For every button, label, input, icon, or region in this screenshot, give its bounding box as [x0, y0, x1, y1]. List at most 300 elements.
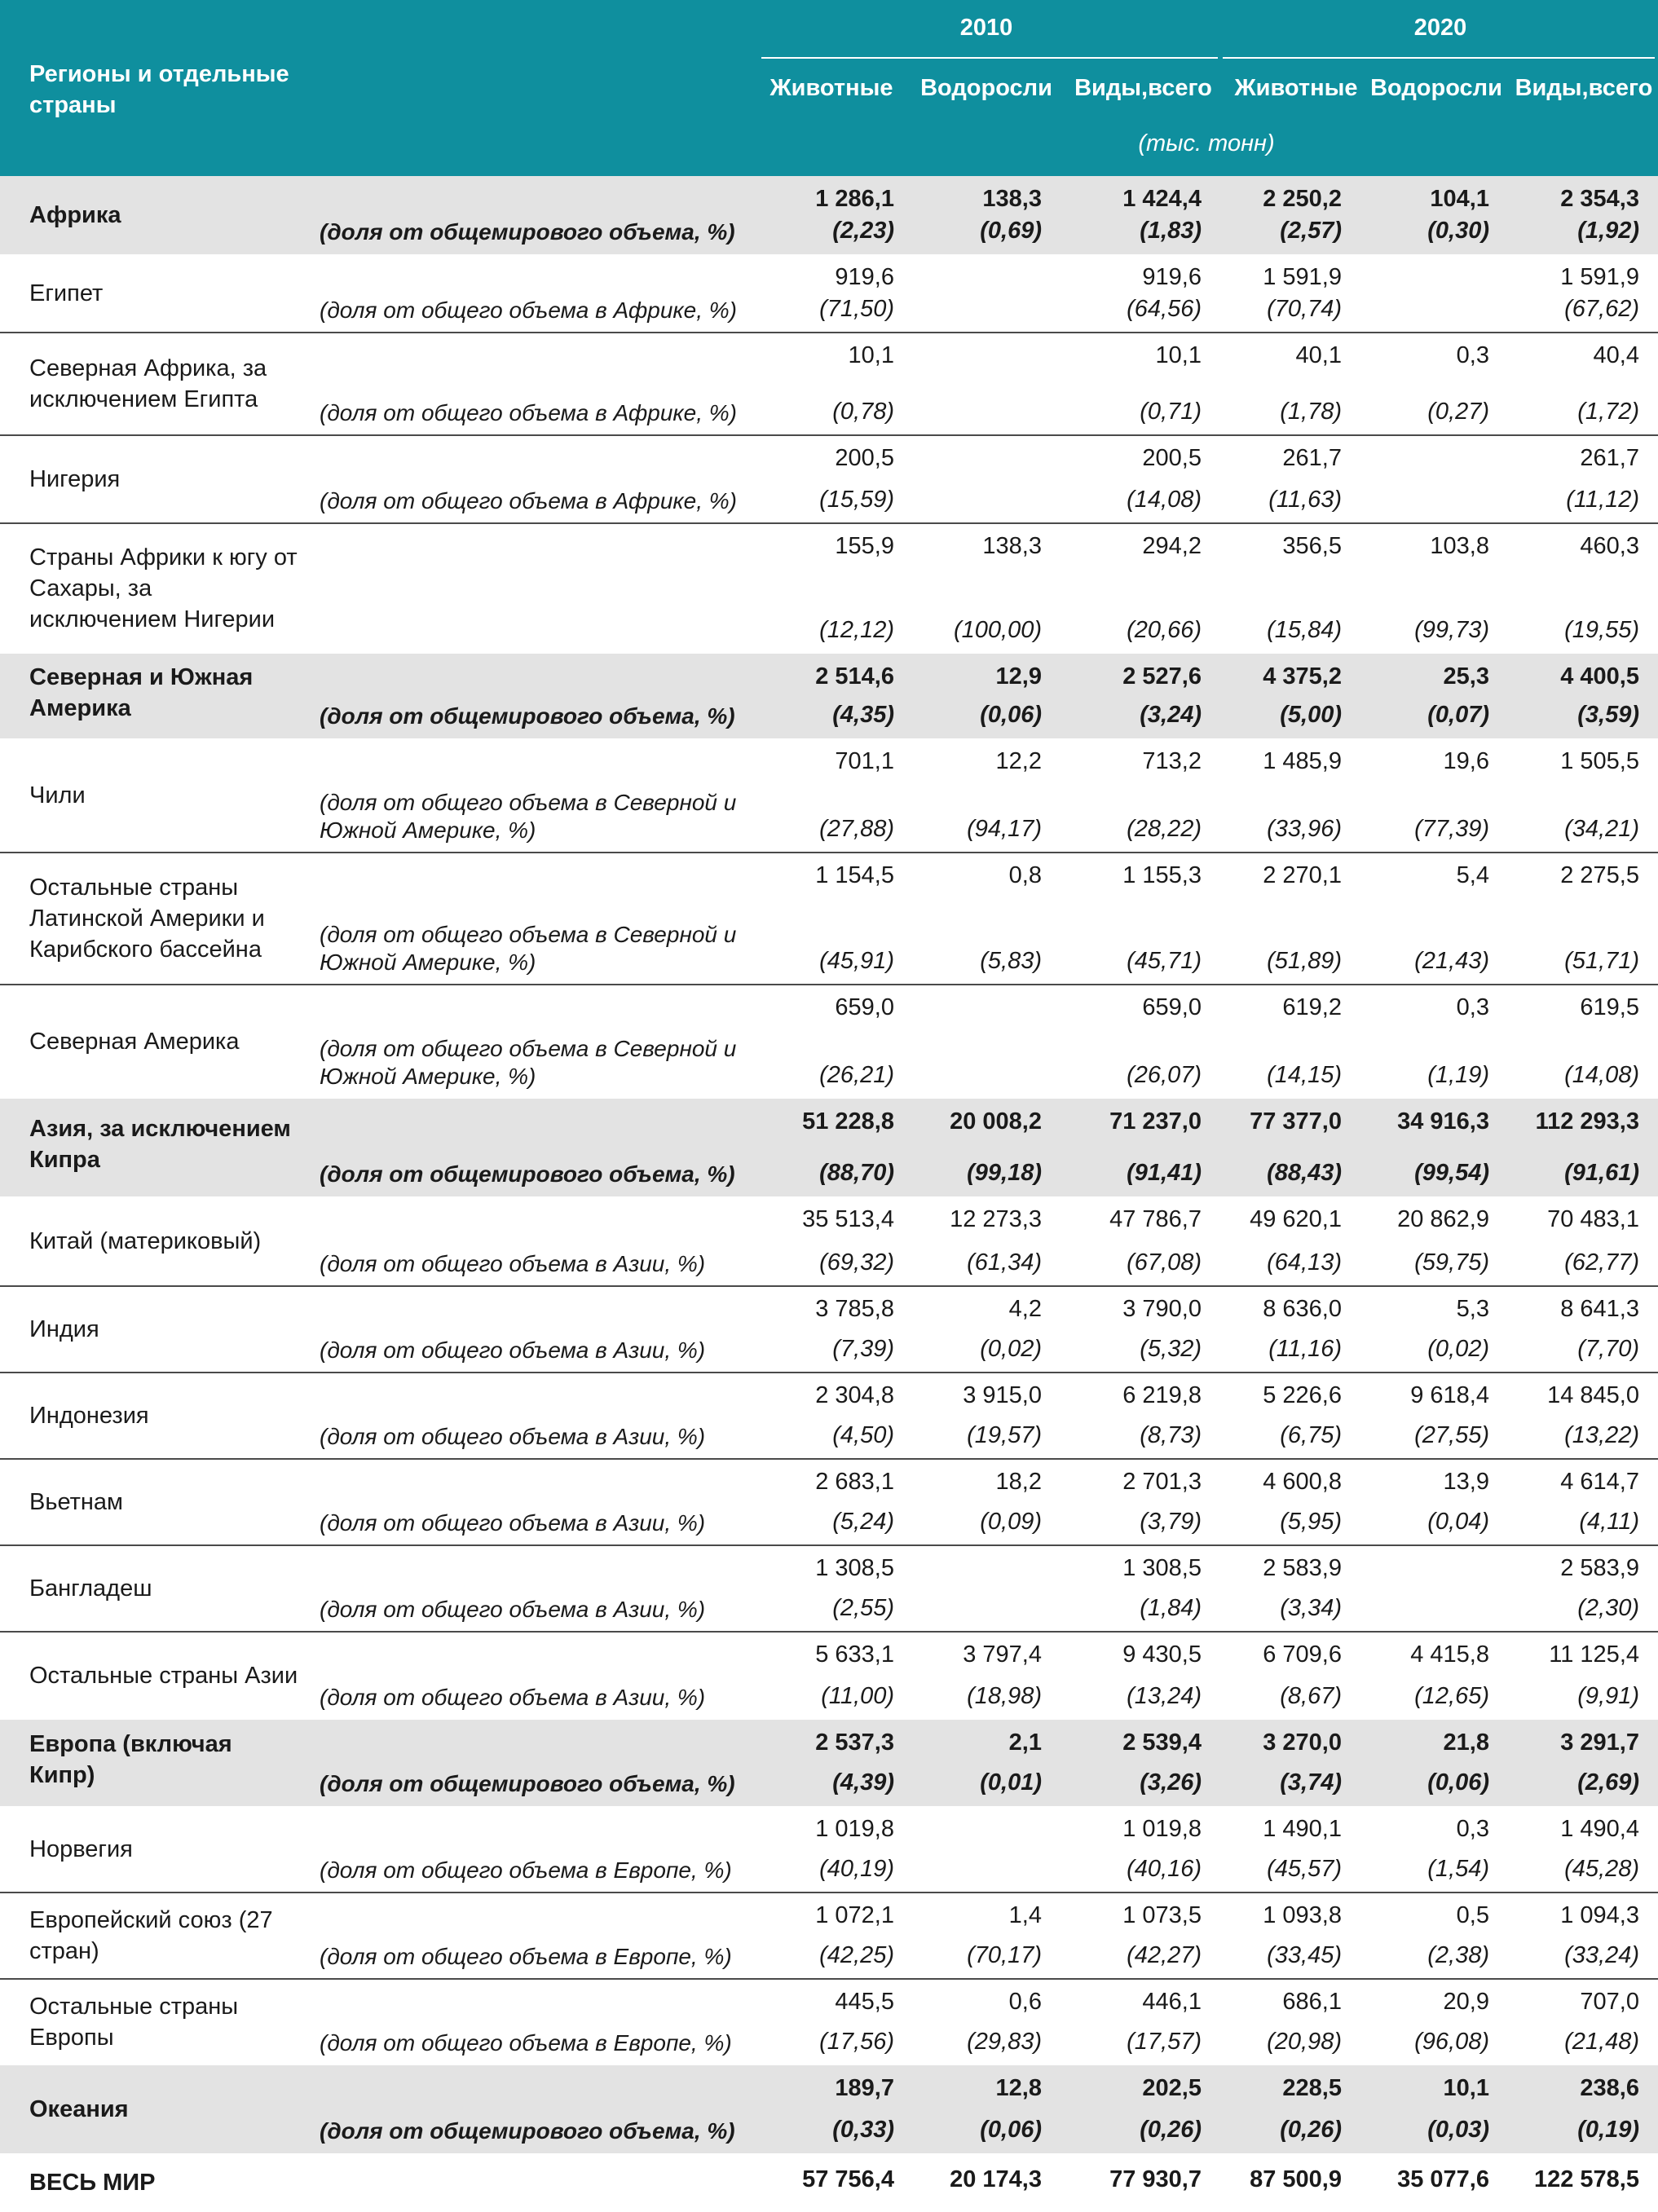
country-row: [0, 1806, 1658, 1893]
row-label: Азия, за исключением Кипра: [29, 1116, 291, 1173]
col-algae-2020: Водоросли: [1370, 75, 1502, 101]
share-total-2010: (8,73): [1140, 1422, 1202, 1448]
value-animals-2020: 8 636,0: [1263, 1296, 1342, 1322]
share-note: (доля от общего объема в Северной и Южной Америке, %): [320, 922, 737, 975]
value-algae-2010: 0,8: [1008, 862, 1042, 888]
share-algae-2010: (94,17): [967, 816, 1042, 842]
share-total-2020: (3,59): [1577, 702, 1639, 728]
row-label: Индия: [29, 1316, 99, 1342]
row-label: Остальные страны Латинской Америки и Карибского бассейна: [29, 875, 265, 963]
share-animals-2010: (45,91): [819, 948, 894, 974]
value-algae-2010: 3 797,4: [963, 1641, 1042, 1668]
share-note: (доля от общего объема в Африке, %): [320, 297, 737, 323]
row-label: Чили: [29, 782, 86, 809]
value-algae-2020: 0,5: [1456, 1902, 1489, 1928]
value-animals-2020: 1 490,1: [1263, 1816, 1342, 1842]
region-column-header: Регионы и отдельные страны: [29, 61, 289, 118]
share-note: (доля от общемирового объема, %): [320, 2118, 735, 2144]
share-animals-2020: (51,89): [1267, 948, 1342, 974]
year-2010-rule: [761, 57, 1218, 59]
share-total-2010: (91,41): [1127, 1160, 1202, 1186]
col-animals-2020: Животные: [1234, 75, 1358, 101]
share-algae-2020: (0,03): [1427, 2117, 1489, 2143]
share-algae-2010: (19,57): [967, 1422, 1042, 1448]
value-algae-2020: 20 862,9: [1397, 1206, 1489, 1232]
value-total-2010: 200,5: [1142, 445, 1202, 471]
value-total-2020: 4 614,7: [1560, 1469, 1639, 1495]
value-total-2010: 2 701,3: [1122, 1469, 1202, 1495]
value-animals-2010: 10,1: [848, 342, 894, 368]
share-total-2010: (1,83): [1140, 218, 1202, 244]
share-animals-2020: (45,57): [1267, 1856, 1342, 1882]
share-note: (доля от общего объема в Африке, %): [320, 488, 737, 513]
year-2020-rule: [1223, 57, 1655, 59]
share-animals-2010: (40,19): [819, 1856, 894, 1882]
value-algae-2020: 104,1: [1430, 186, 1489, 212]
value-algae-2010: 138,3: [982, 533, 1042, 559]
share-total-2010: (42,27): [1127, 1942, 1202, 1968]
value-algae-2020: 4 415,8: [1410, 1641, 1489, 1668]
value-algae-2020: 0,3: [1456, 342, 1489, 368]
value-algae-2010: 12,8: [995, 2075, 1042, 2101]
share-note: (доля от общемирового объема, %): [320, 703, 735, 729]
share-animals-2010: (4,39): [832, 1769, 894, 1796]
share-animals-2010: (15,59): [819, 487, 894, 513]
share-algae-2010: (5,83): [980, 948, 1042, 974]
value-total-2020: 2 275,5: [1560, 862, 1639, 888]
value-algae-2020: 34 916,3: [1397, 1108, 1489, 1135]
value-animals-2020: 1 591,9: [1263, 264, 1342, 290]
value-algae-2020: 5,3: [1456, 1296, 1489, 1322]
value-animals-2010: 445,5: [835, 1989, 894, 2015]
value-animals-2020: 1 485,9: [1263, 748, 1342, 774]
share-animals-2020: (1,78): [1280, 399, 1342, 425]
share-note: (доля от общего объема в Северной и Южной Америке, %): [320, 1036, 737, 1089]
share-animals-2020: (6,75): [1280, 1422, 1342, 1448]
share-animals-2010: (11,00): [821, 1683, 894, 1709]
value-total-2010: 47 786,7: [1109, 1206, 1202, 1232]
value-animals-2010: 2 304,8: [815, 1382, 894, 1408]
value-algae-2020: 10,1: [1443, 2075, 1489, 2101]
share-animals-2020: (88,43): [1267, 1160, 1342, 1186]
value-total-2020: 460,3: [1580, 533, 1639, 559]
share-total-2020: (1,92): [1577, 218, 1639, 244]
value-total-2010: 3 790,0: [1122, 1296, 1202, 1322]
row-label: Китай (материковый): [29, 1228, 262, 1254]
share-animals-2010: (17,56): [819, 2029, 894, 2055]
share-algae-2020: (99,54): [1414, 1160, 1489, 1186]
value-total-2020: 122 578,5: [1533, 2166, 1639, 2192]
share-algae-2020: (0,27): [1427, 399, 1489, 425]
share-animals-2020: (20,98): [1267, 2029, 1342, 2055]
row-label: Северная и Южная Америка: [29, 664, 254, 721]
country-row: [0, 1196, 1658, 1286]
country-row: [0, 1459, 1658, 1545]
value-total-2010: 1 019,8: [1122, 1816, 1202, 1842]
value-total-2020: 14 845,0: [1547, 1382, 1639, 1408]
share-total-2020: (14,08): [1564, 1062, 1639, 1088]
row-label: Северная Африка, за исключением Египта: [29, 355, 267, 412]
share-algae-2010: (0,69): [980, 218, 1042, 244]
value-animals-2010: 1 308,5: [815, 1555, 894, 1581]
share-animals-2020: (15,84): [1267, 617, 1342, 643]
share-total-2010: (64,56): [1127, 296, 1202, 322]
value-algae-2010: 2,1: [1008, 1730, 1042, 1756]
share-note: (доля от общего объема в Европе, %): [320, 2030, 732, 2056]
row-label: Страны Африки к югу от Сахары, за исключением Нигерии: [29, 544, 298, 632]
year-2020-header: 2020: [1413, 15, 1467, 41]
share-algae-2020: (0,07): [1427, 702, 1489, 728]
share-note: (доля от общемирового объема, %): [320, 219, 735, 245]
world-total-row: [0, 2153, 1658, 2212]
share-algae-2020: (27,55): [1414, 1422, 1489, 1448]
share-total-2020: (4,11): [1579, 1509, 1639, 1535]
share-note: (доля от общего объема в Европе, %): [320, 1857, 732, 1883]
share-note: (доля от общего объема в Азии, %): [320, 1685, 706, 1710]
value-total-2020: 2 583,9: [1560, 1555, 1639, 1581]
region-row: [0, 176, 1658, 254]
share-algae-2020: (0,06): [1427, 1769, 1489, 1796]
share-algae-2010: (99,18): [967, 1160, 1042, 1186]
share-algae-2010: (70,17): [967, 1942, 1042, 1968]
share-animals-2020: (3,74): [1280, 1769, 1342, 1796]
share-note: (доля от общего объема в Северной и Южной Америке, %): [320, 790, 737, 843]
value-total-2020: 261,7: [1580, 445, 1639, 471]
value-total-2010: 1 073,5: [1122, 1902, 1202, 1928]
share-total-2020: (21,48): [1564, 2029, 1639, 2055]
share-algae-2010: (29,83): [967, 2029, 1042, 2055]
share-algae-2020: (21,43): [1414, 948, 1489, 974]
country-row: [0, 738, 1658, 853]
value-algae-2010: 138,3: [982, 186, 1042, 212]
row-label: Бангладеш: [29, 1575, 152, 1602]
value-total-2020: 3 291,7: [1560, 1730, 1639, 1756]
share-animals-2020: (2,57): [1280, 218, 1342, 244]
col-algae-2010: Водоросли: [920, 75, 1052, 101]
share-animals-2020: (14,15): [1267, 1062, 1342, 1088]
value-total-2020: 238,6: [1580, 2075, 1639, 2101]
share-algae-2020: (99,73): [1414, 617, 1489, 643]
row-label: Вьетнам: [29, 1489, 123, 1515]
value-algae-2010: 3 915,0: [963, 1382, 1042, 1408]
share-total-2010: (3,79): [1140, 1509, 1202, 1535]
value-algae-2010: 20 174,3: [950, 2166, 1042, 2192]
share-note: (доля от общего объема в Азии, %): [320, 1424, 706, 1449]
value-total-2010: 2 527,6: [1122, 663, 1202, 690]
share-total-2020: (62,77): [1564, 1249, 1639, 1276]
row-label: Норвегия: [29, 1836, 133, 1862]
value-total-2010: 1 424,4: [1122, 186, 1202, 212]
units-label: (тыс. тонн): [1138, 130, 1275, 156]
value-total-2010: 2 539,4: [1122, 1730, 1202, 1756]
share-total-2010: (40,16): [1127, 1856, 1202, 1882]
value-total-2010: 77 930,7: [1109, 2166, 1202, 2192]
value-total-2010: 202,5: [1142, 2075, 1202, 2101]
share-algae-2020: (0,02): [1427, 1336, 1489, 1362]
share-total-2010: (45,71): [1127, 948, 1202, 974]
value-animals-2010: 2 514,6: [815, 663, 894, 690]
value-total-2010: 713,2: [1142, 748, 1202, 774]
country-row: [0, 1979, 1658, 2065]
share-total-2020: (19,55): [1564, 617, 1639, 643]
share-animals-2010: (2,23): [832, 218, 894, 244]
share-total-2020: (2,69): [1577, 1769, 1639, 1796]
value-animals-2010: 57 756,4: [802, 2166, 894, 2192]
country-row: [0, 333, 1658, 435]
share-total-2010: (67,08): [1127, 1249, 1202, 1276]
share-animals-2020: (11,63): [1268, 487, 1342, 513]
value-algae-2020: 13,9: [1443, 1469, 1489, 1495]
share-total-2020: (33,24): [1564, 1942, 1639, 1968]
row-label: Остальные страны Европы: [29, 1994, 239, 2051]
region-row: [0, 2065, 1658, 2153]
region-row: [0, 1720, 1658, 1806]
share-note: (доля от общего объема в Африке, %): [320, 400, 737, 425]
value-total-2020: 11 125,4: [1549, 1641, 1639, 1668]
value-total-2010: 446,1: [1142, 1989, 1202, 2015]
share-algae-2020: (96,08): [1414, 2029, 1489, 2055]
share-animals-2010: (5,24): [832, 1509, 894, 1535]
value-total-2020: 112 293,3: [1535, 1108, 1639, 1135]
table-header: [0, 0, 1658, 176]
value-algae-2020: 0,3: [1456, 994, 1489, 1020]
share-animals-2020: (33,45): [1267, 1942, 1342, 1968]
value-total-2020: 70 483,1: [1547, 1206, 1639, 1232]
value-total-2020: 1 490,4: [1560, 1816, 1639, 1842]
share-animals-2020: (70,74): [1267, 296, 1342, 322]
share-animals-2010: (71,50): [819, 296, 894, 322]
value-animals-2020: 2 250,2: [1263, 186, 1342, 212]
value-algae-2010: 4,2: [1008, 1296, 1042, 1322]
share-animals-2010: (4,35): [832, 702, 894, 728]
region-row: [0, 654, 1658, 738]
region-row: [0, 1099, 1658, 1196]
share-algae-2020: (2,38): [1427, 1942, 1489, 1968]
value-algae-2020: 21,8: [1443, 1730, 1489, 1756]
value-animals-2020: 49 620,1: [1250, 1206, 1342, 1232]
value-animals-2010: 659,0: [835, 994, 894, 1020]
value-animals-2010: 2 683,1: [815, 1469, 894, 1495]
share-animals-2020: (8,67): [1280, 1683, 1342, 1709]
value-animals-2010: 1 019,8: [815, 1816, 894, 1842]
share-total-2020: (51,71): [1564, 948, 1639, 974]
value-algae-2010: 20 008,2: [950, 1108, 1042, 1135]
share-animals-2010: (7,39): [832, 1336, 894, 1362]
value-animals-2020: 356,5: [1282, 533, 1342, 559]
value-animals-2010: 200,5: [835, 445, 894, 471]
value-animals-2010: 35 513,4: [802, 1206, 894, 1232]
value-animals-2010: 919,6: [835, 264, 894, 290]
row-label: Европа (включая Кипр): [29, 1731, 232, 1788]
value-total-2020: 40,4: [1593, 342, 1639, 368]
share-animals-2020: (3,34): [1280, 1595, 1342, 1621]
value-animals-2010: 5 633,1: [815, 1641, 894, 1668]
value-animals-2020: 5 226,6: [1263, 1382, 1342, 1408]
share-algae-2010: (0,06): [980, 2117, 1042, 2143]
share-animals-2010: (0,33): [832, 2117, 894, 2143]
share-algae-2010: (0,02): [980, 1336, 1042, 1362]
share-total-2010: (3,24): [1140, 702, 1202, 728]
value-total-2020: 1 591,9: [1560, 264, 1639, 290]
share-algae-2020: (1,19): [1427, 1062, 1489, 1088]
country-row: [0, 435, 1658, 523]
share-algae-2010: (100,00): [953, 617, 1042, 643]
value-total-2020: 8 641,3: [1560, 1296, 1639, 1322]
share-algae-2020: (77,39): [1414, 816, 1489, 842]
share-total-2020: (1,72): [1577, 399, 1639, 425]
share-animals-2020: (5,00): [1280, 702, 1342, 728]
value-total-2010: 659,0: [1142, 994, 1202, 1020]
share-total-2010: (0,26): [1140, 2117, 1202, 2143]
value-animals-2020: 619,2: [1282, 994, 1342, 1020]
share-animals-2010: (26,21): [819, 1062, 894, 1088]
share-animals-2010: (2,55): [832, 1595, 894, 1621]
value-algae-2020: 5,4: [1456, 862, 1489, 888]
value-total-2010: 9 430,5: [1122, 1641, 1202, 1668]
share-animals-2010: (12,12): [819, 617, 894, 643]
value-total-2010: 294,2: [1142, 533, 1202, 559]
share-total-2010: (17,57): [1127, 2029, 1202, 2055]
share-algae-2010: (61,34): [967, 1249, 1042, 1276]
share-total-2010: (14,08): [1127, 487, 1202, 513]
row-label: Северная Америка: [29, 1029, 240, 1055]
share-total-2020: (11,12): [1566, 487, 1639, 513]
share-algae-2020: (0,04): [1427, 1509, 1489, 1535]
share-animals-2010: (0,78): [832, 399, 894, 425]
value-animals-2020: 87 500,9: [1250, 2166, 1342, 2192]
country-row: [0, 1632, 1658, 1720]
share-note: (доля от общего объема в Азии, %): [320, 1251, 706, 1276]
row-label: Индонезия: [29, 1403, 149, 1429]
value-animals-2010: 1 286,1: [815, 186, 894, 212]
share-total-2020: (9,91): [1577, 1683, 1639, 1709]
value-total-2010: 10,1: [1155, 342, 1202, 368]
value-animals-2020: 2 270,1: [1263, 862, 1342, 888]
value-animals-2010: 155,9: [835, 533, 894, 559]
share-total-2020: (13,22): [1564, 1422, 1639, 1448]
value-animals-2020: 40,1: [1295, 342, 1342, 368]
share-note: (доля от общего объема в Азии, %): [320, 1337, 706, 1363]
country-row: [0, 523, 1658, 654]
share-total-2020: (7,70): [1577, 1336, 1639, 1362]
row-label: Европейский союз (27 стран): [29, 1907, 273, 1964]
country-row: [0, 1545, 1658, 1632]
row-label: Нигерия: [29, 466, 121, 492]
share-algae-2020: (12,65): [1414, 1683, 1489, 1709]
row-label: Океания: [29, 2096, 129, 2122]
value-total-2020: 4 400,5: [1560, 663, 1639, 690]
share-total-2010: (1,84): [1140, 1595, 1202, 1621]
value-algae-2020: 9 618,4: [1410, 1382, 1489, 1408]
share-algae-2010: (18,98): [967, 1683, 1042, 1709]
value-algae-2010: 12,2: [995, 748, 1042, 774]
value-total-2020: 2 354,3: [1560, 186, 1639, 212]
share-animals-2020: (64,13): [1267, 1249, 1342, 1276]
value-animals-2010: 3 785,8: [815, 1296, 894, 1322]
share-note: (доля от общемирового объема, %): [320, 1161, 735, 1187]
country-row: [0, 1893, 1658, 1979]
value-animals-2020: 4 600,8: [1263, 1469, 1342, 1495]
value-animals-2020: 4 375,2: [1263, 663, 1342, 690]
country-row: [0, 853, 1658, 985]
row-label: Африка: [29, 202, 121, 228]
share-note: (доля от общего объема в Европе, %): [320, 1944, 732, 1969]
share-algae-2020: (59,75): [1414, 1249, 1489, 1276]
value-animals-2010: 189,7: [835, 2075, 894, 2101]
value-animals-2010: 701,1: [835, 748, 894, 774]
share-total-2010: (26,07): [1127, 1062, 1202, 1088]
share-animals-2010: (88,70): [819, 1160, 894, 1186]
share-algae-2020: (1,54): [1427, 1856, 1489, 1882]
share-animals-2020: (5,95): [1280, 1509, 1342, 1535]
value-animals-2010: 1 154,5: [815, 862, 894, 888]
share-note: (доля от общего объема в Азии, %): [320, 1510, 706, 1536]
share-note: (доля от общего объема в Азии, %): [320, 1597, 706, 1622]
share-algae-2010: (0,01): [980, 1769, 1042, 1796]
country-row: [0, 1373, 1658, 1459]
row-label: Остальные страны Азии: [29, 1663, 298, 1689]
country-row: [0, 254, 1658, 333]
share-total-2020: (45,28): [1564, 1856, 1639, 1882]
value-total-2010: 919,6: [1142, 264, 1202, 290]
value-total-2010: 6 219,8: [1122, 1382, 1202, 1408]
value-animals-2020: 2 583,9: [1263, 1555, 1342, 1581]
value-algae-2010: 18,2: [995, 1469, 1042, 1495]
value-total-2020: 619,5: [1580, 994, 1639, 1020]
share-total-2020: (67,62): [1564, 296, 1639, 322]
share-total-2010: (20,66): [1127, 617, 1202, 643]
share-total-2010: (0,71): [1140, 399, 1202, 425]
share-total-2010: (13,24): [1127, 1683, 1202, 1709]
col-animals-2010: Животные: [769, 75, 893, 101]
value-animals-2020: 261,7: [1282, 445, 1342, 471]
share-total-2010: (3,26): [1140, 1769, 1202, 1796]
share-note: (доля от общемирового объема, %): [320, 1771, 735, 1796]
share-total-2020: (0,19): [1577, 2117, 1639, 2143]
share-algae-2010: (0,09): [980, 1509, 1042, 1535]
value-algae-2010: 12,9: [995, 663, 1042, 690]
country-row: [0, 1286, 1658, 1373]
value-algae-2020: 25,3: [1443, 663, 1489, 690]
share-total-2020: (34,21): [1564, 816, 1639, 842]
year-2010-header: 2010: [959, 15, 1013, 41]
value-animals-2010: 51 228,8: [802, 1108, 894, 1135]
value-animals-2020: 686,1: [1282, 1989, 1342, 2015]
share-animals-2020: (11,16): [1268, 1336, 1342, 1362]
value-algae-2020: 103,8: [1430, 533, 1489, 559]
value-animals-2020: 77 377,0: [1250, 1108, 1342, 1135]
share-animals-2010: (4,50): [832, 1422, 894, 1448]
value-total-2010: 1 308,5: [1122, 1555, 1202, 1581]
value-animals-2020: 228,5: [1282, 2075, 1342, 2101]
value-algae-2010: 1,4: [1008, 1902, 1042, 1928]
value-animals-2010: 1 072,1: [815, 1902, 894, 1928]
share-animals-2020: (0,26): [1280, 2117, 1342, 2143]
row-label: Египет: [29, 280, 104, 306]
country-row: [0, 985, 1658, 1099]
share-total-2010: (28,22): [1127, 816, 1202, 842]
share-total-2020: (2,30): [1577, 1595, 1639, 1621]
value-animals-2020: 3 270,0: [1263, 1730, 1342, 1756]
value-total-2010: 71 237,0: [1109, 1108, 1202, 1135]
share-algae-2010: (0,06): [980, 702, 1042, 728]
value-animals-2020: 1 093,8: [1263, 1902, 1342, 1928]
value-animals-2010: 2 537,3: [815, 1730, 894, 1756]
value-algae-2020: 0,3: [1456, 1816, 1489, 1842]
value-total-2010: 1 155,3: [1122, 862, 1202, 888]
share-total-2020: (91,61): [1564, 1160, 1639, 1186]
value-algae-2020: 20,9: [1443, 1989, 1489, 2015]
